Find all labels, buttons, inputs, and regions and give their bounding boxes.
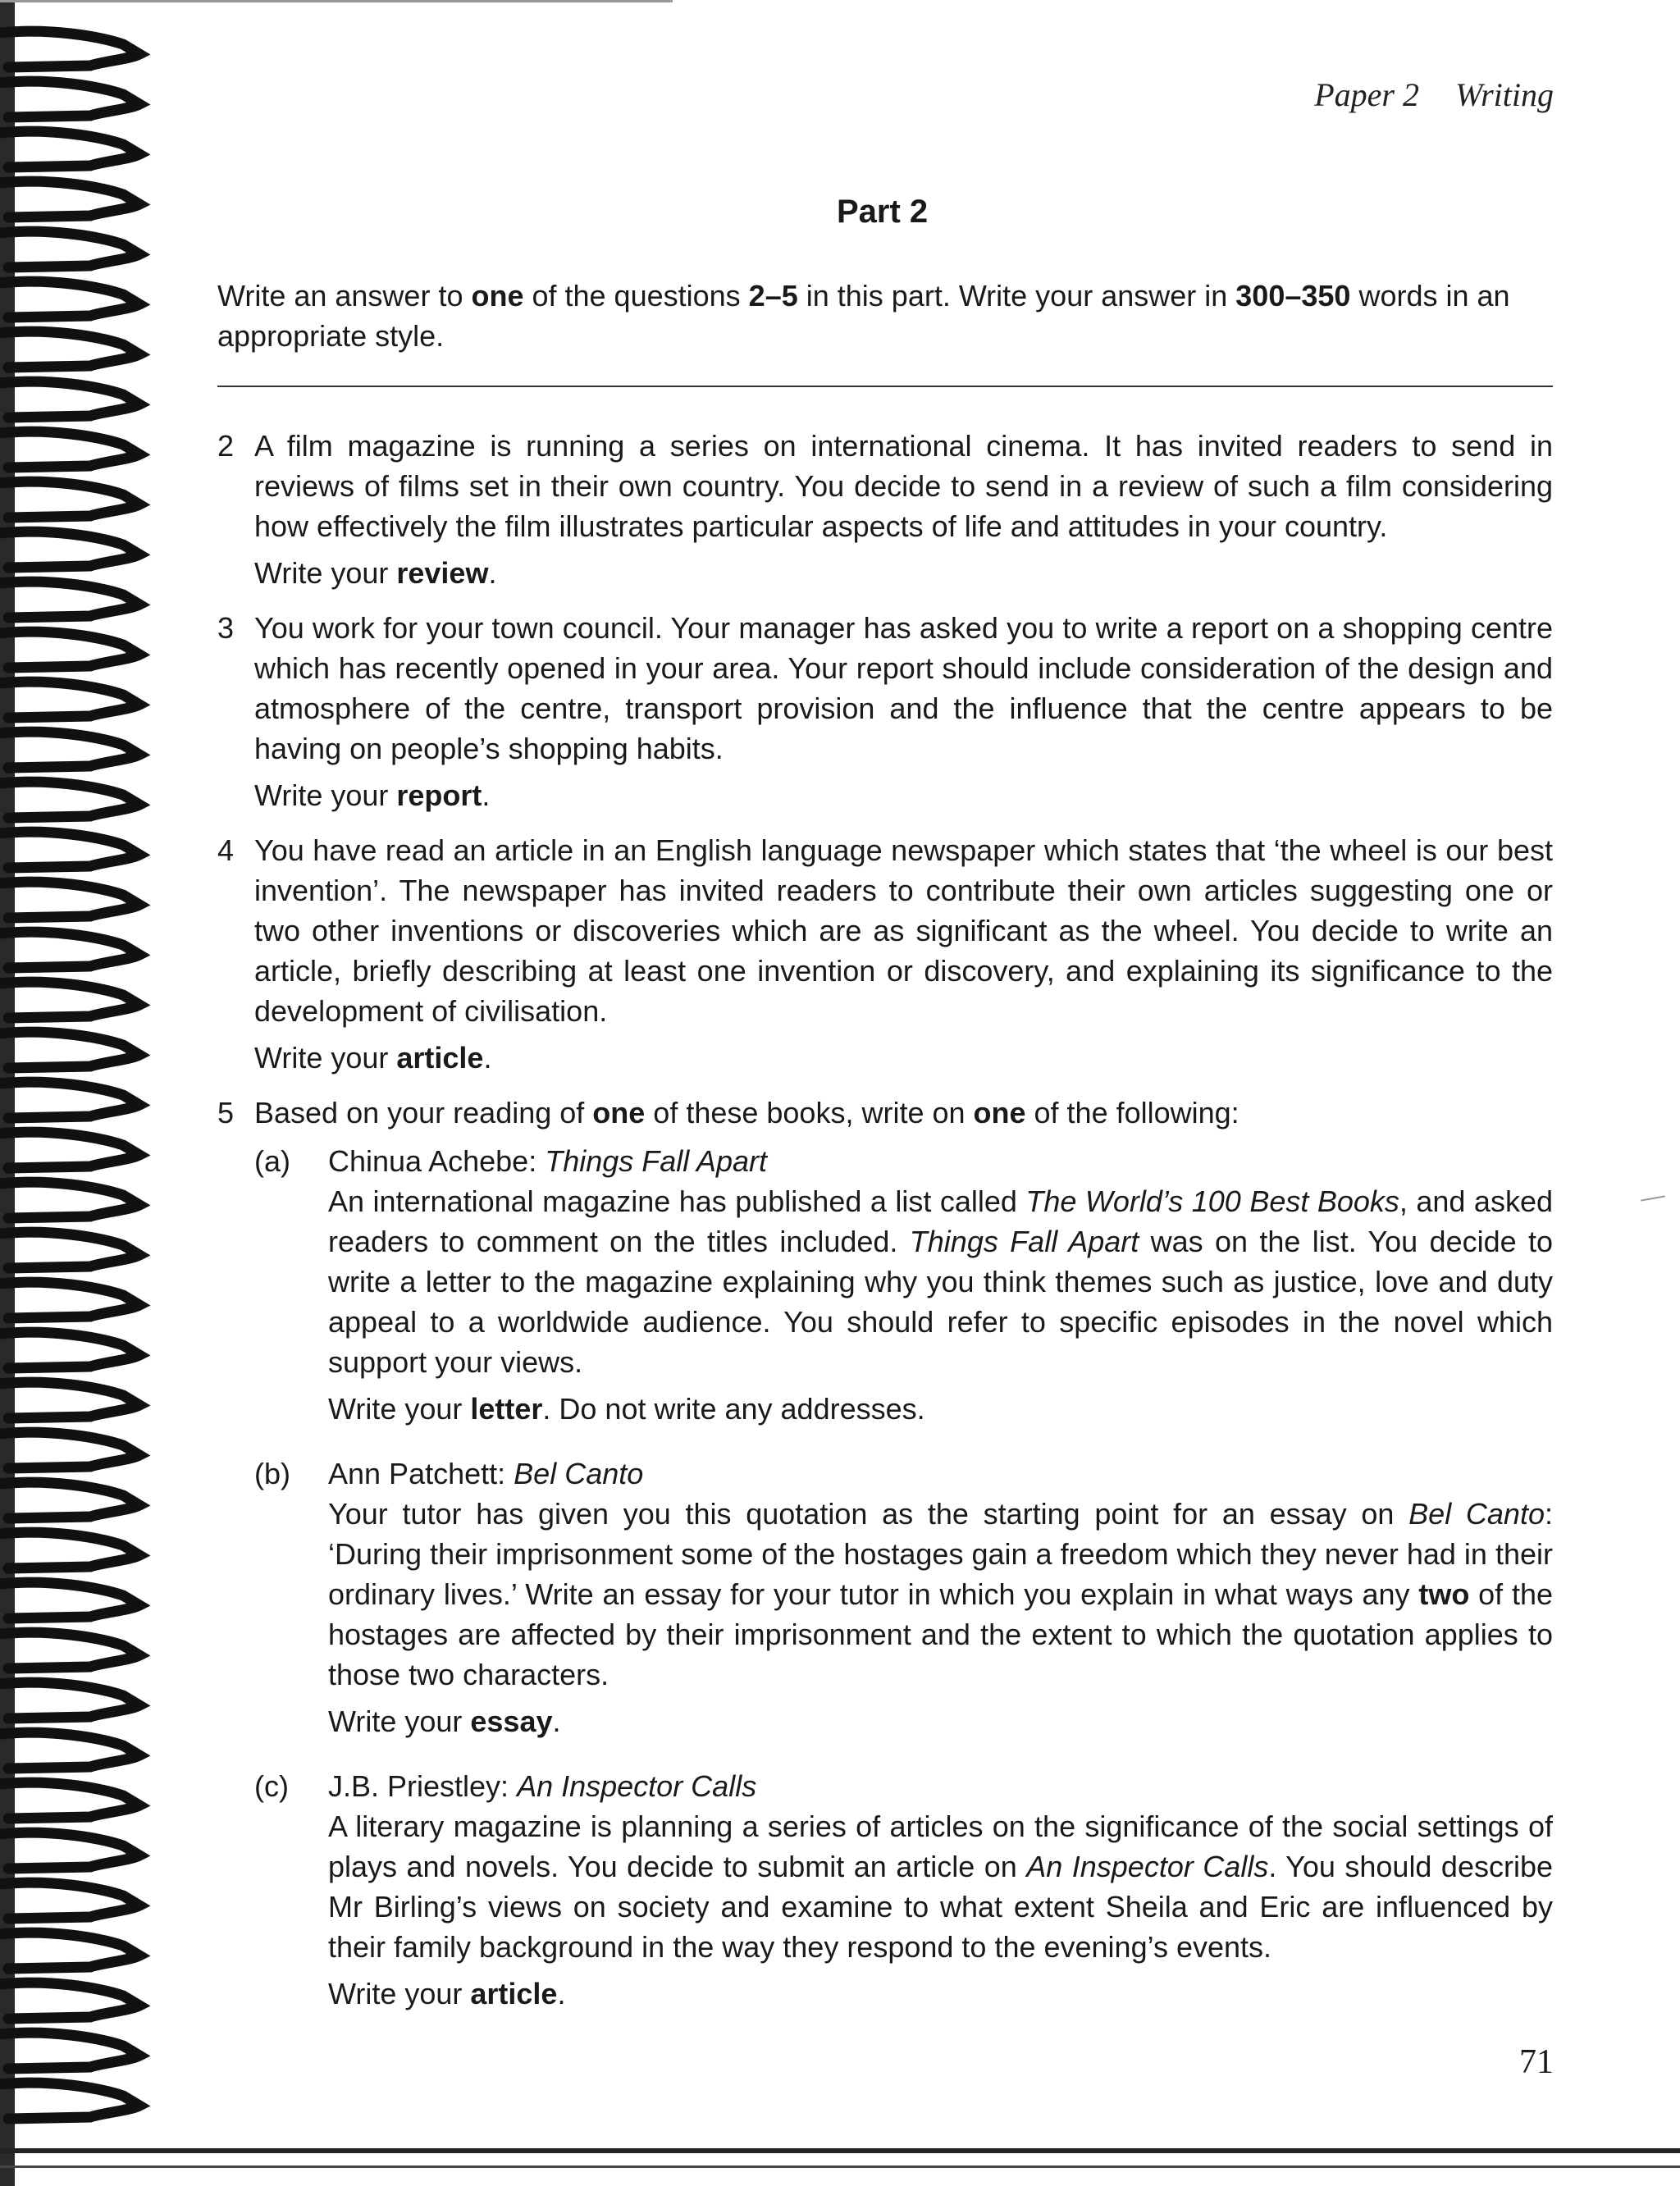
divider [217, 386, 1553, 387]
text-italic: The World’s 100 Best Books [1025, 1184, 1399, 1218]
task-line [254, 775, 1553, 815]
binding-coil [0, 1983, 139, 2019]
option-label: (a) [254, 1144, 290, 1178]
question-number: 5 [217, 1096, 235, 1130]
text-run: of the following: [1025, 1096, 1239, 1130]
binding-coil [0, 1732, 139, 1768]
page-edge-bottom [0, 2148, 1680, 2153]
text-italic: An Inspector Calls [1026, 1850, 1269, 1883]
text-run: : ‘During their imprisonment some of the hostages gain a freedom which they never had in their ordinary lives.’ Write an essay for your tutor in which you explain in what ways any [328, 1497, 1553, 1611]
text-run: Based on your reading of [254, 1096, 593, 1130]
task-type: essay [470, 1705, 553, 1738]
option-text [328, 1181, 1553, 1382]
question-text: You work for your town council. Your manager has asked you to write a report on a shopping centre which has recently opened in your area. Your report should include consideration of the design and atmosphere of the centre, transport provision and the influence that the centre appears to be having on people’s shopping habits. [254, 611, 1553, 765]
book-title: Bel Canto [514, 1457, 644, 1490]
part-title: Part 2 [837, 194, 929, 230]
text-bold: one [592, 1096, 646, 1130]
text-run: An international magazine has published a list called [328, 1184, 1026, 1218]
binding-coil [0, 31, 139, 67]
task-type: report [396, 778, 482, 812]
intro-text: in this part. Write your answer in [797, 279, 1236, 313]
set-text-c [254, 1766, 1553, 2014]
binding-coil [0, 932, 139, 968]
task-type: letter [470, 1392, 543, 1426]
book-heading [328, 1141, 1553, 1181]
intro-text: words in an appropriate style. [217, 279, 1510, 353]
task-suffix: . [488, 556, 497, 590]
task-prefix: Write your [328, 1977, 471, 2010]
binding-coil [0, 181, 139, 217]
intro-text: of the questions [523, 279, 749, 313]
task-prefix: Write your [254, 556, 397, 590]
binding-coil [0, 81, 139, 117]
task-prefix: Write your [254, 1041, 397, 1075]
question-2 [217, 426, 1553, 593]
question-4 [217, 830, 1553, 1078]
text-italic: Things Fall Apart [909, 1225, 1139, 1258]
question-number: 2 [217, 429, 235, 463]
text-run: . You should describe Mr Birling’s views on society and examine to what extent Sheila and Eric are influenced by their family background in the way they respond to the evening’s events. [328, 1850, 1554, 1964]
text-run: Your tutor has given you this quotation as the starting point for an essay on [328, 1497, 1409, 1531]
task-prefix: Write your [328, 1705, 471, 1738]
binding-coil [0, 1832, 139, 1869]
set-text-a [254, 1141, 1553, 1429]
intro-text: Write an answer to [217, 279, 472, 313]
book-heading [328, 1454, 1553, 1494]
binding-coil [0, 1532, 139, 1568]
binding-coil [0, 1082, 139, 1118]
task-line [254, 1038, 1553, 1078]
question-list [217, 426, 1553, 2038]
binding-coil [0, 1482, 139, 1518]
header-paper: Paper 2 [1314, 76, 1419, 113]
binding-coil [0, 1883, 139, 1919]
page-edge-top [0, 0, 673, 2]
task-line [328, 1389, 1553, 1429]
binding-coil [0, 882, 139, 918]
binding-coil [0, 131, 139, 167]
task-prefix: Write your [254, 778, 397, 812]
intro-bold: 2–5 [748, 279, 798, 313]
task-suffix: . Do not write any addresses. [542, 1392, 925, 1426]
option-label: (b) [254, 1457, 290, 1490]
binding-coil [0, 782, 139, 818]
question-number: 3 [217, 611, 235, 645]
binding-coil [0, 682, 139, 718]
book-author: Chinua Achebe: [328, 1144, 546, 1178]
question-5 [217, 1093, 1553, 2014]
spiral-binding-image [0, 0, 164, 2186]
option-label: (c) [254, 1769, 289, 1803]
book-heading [328, 1766, 1553, 1806]
task-line [328, 1701, 1553, 1741]
binding-coil [0, 632, 139, 668]
binding-coil [0, 1682, 139, 1718]
binding-coil [0, 481, 139, 518]
binding-coil [0, 1632, 139, 1668]
binding-coil [0, 1432, 139, 1468]
page-number: 71 [1519, 2043, 1554, 2081]
book-author: Ann Patchett: [328, 1457, 514, 1490]
question-3 [217, 608, 1553, 815]
binding-coil [0, 1282, 139, 1318]
binding-coil [0, 431, 139, 468]
binding-coil [0, 1032, 139, 1068]
option-text [328, 1806, 1553, 1967]
task-suffix: . [552, 1705, 561, 1738]
option-text [328, 1494, 1553, 1695]
instructions [217, 276, 1553, 356]
binding-coil [0, 532, 139, 568]
binding-coil [0, 1132, 139, 1168]
binding-coil [0, 281, 139, 317]
question-text: You have read an article in an English language newspaper which states that ‘the wheel is our best invention’. The newspaper has invited readers to contribute their own articles suggesting one or two other inventions or discoveries which are as significant as the wheel. You decide to write an article, briefly describing at least one invention or discovery, and explaining its significance to the development of civilisation. [254, 833, 1553, 1028]
text-run: , and asked readers to comment on the titles included. [328, 1184, 1553, 1258]
task-line [254, 553, 1553, 593]
binding-coil [0, 1382, 139, 1418]
binding-coil [0, 732, 139, 768]
binding-coil [0, 2083, 139, 2119]
binding-coil [0, 982, 139, 1018]
question-number: 4 [217, 833, 235, 867]
text-run: of these books, write on [645, 1096, 974, 1130]
text-bold: one [973, 1096, 1026, 1130]
margin-mark [1641, 1195, 1665, 1201]
binding-coil [0, 582, 139, 618]
binding-coil [0, 1933, 139, 1969]
task-prefix: Write your [328, 1392, 471, 1426]
binding-coil [0, 381, 139, 418]
task-suffix: . [483, 1041, 492, 1075]
binding-coil [0, 1582, 139, 1618]
binding-coil [0, 1232, 139, 1268]
page-edge-bottom-shadow [0, 2165, 1680, 2168]
intro-bold: one [471, 279, 524, 313]
header-section: Writing [1454, 76, 1554, 113]
text-run: of the hostages are affected by their imprisonment and the extent to which the quotation applies to those two characters. [328, 1577, 1553, 1691]
task-line [328, 1974, 1553, 2014]
binding-coil [0, 1182, 139, 1218]
book-title: Things Fall Apart [545, 1144, 767, 1178]
binding-coil [0, 1782, 139, 1819]
set-text-b [254, 1454, 1553, 1741]
task-suffix: . [557, 1977, 566, 2010]
binding-coil [0, 1332, 139, 1368]
binding-coil [0, 832, 139, 868]
task-suffix: . [482, 778, 491, 812]
question-text [254, 1093, 1553, 1133]
text-run: A literary magazine is planning a series of articles on the significance of the social settings of plays and novels. You decide to submit an article on [328, 1809, 1553, 1883]
text-run: was on the list. You decide to write a letter to the magazine explaining why you think themes such as justice, love and duty appeal to a worldwide audience. You should refer to specific episodes in the novel which support your views. [328, 1225, 1553, 1379]
task-type: review [396, 556, 489, 590]
running-header [1314, 75, 1554, 114]
intro-bold: 300–350 [1235, 279, 1351, 313]
binding-coil [0, 2033, 139, 2069]
text-italic: Bel Canto [1408, 1497, 1545, 1531]
text-bold: two [1418, 1577, 1470, 1611]
task-type: article [470, 1977, 558, 2010]
binding-coil [0, 331, 139, 367]
book-author: J.B. Priestley: [328, 1769, 518, 1803]
binding-coil [0, 231, 139, 267]
task-type: article [396, 1041, 484, 1075]
book-title: An Inspector Calls [517, 1769, 757, 1803]
question-text: A film magazine is running a series on international cinema. It has invited readers to send in reviews of films set in their own country. You decide to send in a review of such a film considering how effectively the film illustrates particular aspects of life and attitudes in your country. [254, 429, 1553, 543]
